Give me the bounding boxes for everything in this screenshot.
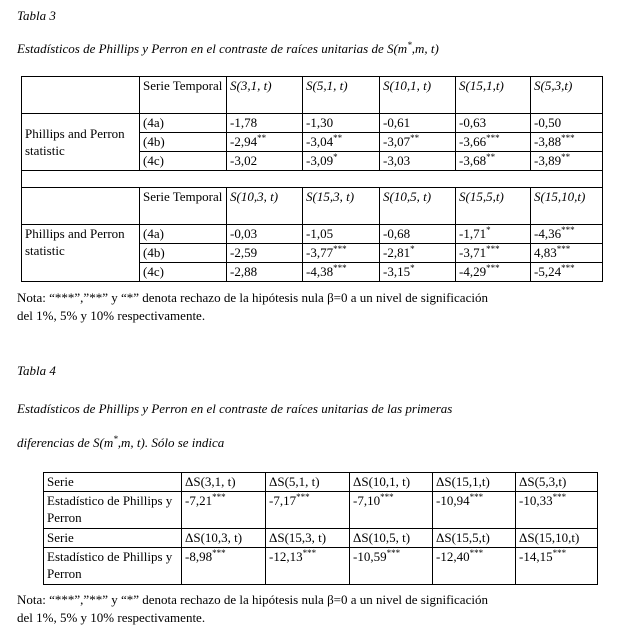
table4-col-header: ΔS(15,3, t) bbox=[266, 529, 350, 548]
significance-mark: *** bbox=[469, 492, 484, 502]
table-cell bbox=[433, 492, 516, 529]
table3-col-header: S(10,5, t) bbox=[380, 188, 456, 225]
table4-caption-line-2 bbox=[17, 435, 224, 451]
table-cell bbox=[456, 263, 531, 282]
table-row bbox=[22, 225, 603, 244]
model-label: (4b) bbox=[140, 244, 227, 263]
cell-value: -10,59 bbox=[353, 549, 387, 564]
table3-spacer-row bbox=[22, 171, 603, 188]
cell-value: -2,59 bbox=[230, 245, 258, 260]
cell-value: -2,81 bbox=[383, 245, 411, 260]
table3-header-row-1 bbox=[22, 77, 603, 114]
table-cell bbox=[456, 244, 531, 263]
table-cell bbox=[266, 548, 350, 585]
significance-mark: *** bbox=[333, 244, 347, 254]
table3-col-header: S(5,1, t) bbox=[303, 77, 380, 114]
cell-value: -10,94 bbox=[436, 493, 470, 508]
table3-row-label: Phillips and Perron statistic bbox=[22, 225, 140, 282]
cell-value: -3,66 bbox=[459, 134, 487, 149]
cell-value: -0,03 bbox=[230, 226, 258, 241]
table3-series-label: Serie Temporal bbox=[140, 77, 227, 114]
model-label: (4a) bbox=[140, 114, 227, 133]
cell-value: -1,05 bbox=[306, 226, 334, 241]
cell-value: -3,77 bbox=[306, 245, 334, 260]
table3-col-header: S(10,3, t) bbox=[227, 188, 303, 225]
significance-mark: *** bbox=[486, 263, 500, 273]
table-cell bbox=[516, 548, 598, 585]
significance-mark: *** bbox=[561, 263, 575, 273]
cell-value: -5,24 bbox=[534, 264, 562, 279]
cell-value: -3,88 bbox=[534, 134, 562, 149]
table-cell bbox=[303, 225, 380, 244]
table4-col-header: ΔS(15,5,t) bbox=[433, 529, 516, 548]
table3-col-header: S(5,3,t) bbox=[531, 77, 603, 114]
table4-caption-pre: diferencias de S(m bbox=[17, 435, 114, 450]
cell-value: -3,09 bbox=[306, 153, 334, 168]
cell-value: -7,10 bbox=[353, 493, 381, 508]
table3-row-label: Phillips and Perron statistic bbox=[22, 114, 140, 171]
cell-value: -14,15 bbox=[519, 549, 553, 564]
table3-label: Tabla 3 bbox=[17, 8, 56, 23]
significance-mark: * bbox=[410, 263, 415, 273]
cell-value: -3,68 bbox=[459, 153, 487, 168]
table4-series-label: Serie bbox=[44, 473, 182, 492]
table-row bbox=[44, 548, 598, 585]
cell-value: -0,61 bbox=[383, 115, 411, 130]
table-cell bbox=[303, 114, 380, 133]
model-label: (4c) bbox=[140, 152, 227, 171]
table4 bbox=[43, 472, 598, 585]
cell-value: -3,03 bbox=[383, 153, 411, 168]
cell-value: -3,07 bbox=[383, 134, 411, 149]
spacer-cell bbox=[22, 171, 603, 188]
table-cell bbox=[227, 133, 303, 152]
table3-col-header: S(15,3, t) bbox=[303, 188, 380, 225]
table3-caption-pre: Estadísticos de Phillips y Perron en el contraste de raíces unitarias de S(m bbox=[17, 41, 408, 56]
table4-series-label: Serie bbox=[44, 529, 182, 548]
table-cell bbox=[380, 263, 456, 282]
table4-col-header: ΔS(5,3,t) bbox=[516, 473, 598, 492]
table-cell bbox=[350, 492, 433, 529]
table-cell bbox=[456, 114, 531, 133]
table-cell bbox=[531, 244, 603, 263]
table3-col-header: S(15,1,t) bbox=[456, 77, 531, 114]
significance-mark: *** bbox=[333, 263, 347, 273]
cell-value: -12,13 bbox=[269, 549, 303, 564]
table4-note-line-1: Nota: “***”,”**” y “*” denota rechazo de la hipótesis nula β=0 a un nivel de significación bbox=[17, 592, 488, 607]
cell-value: 4,83 bbox=[534, 245, 557, 260]
table3-col-header: S(15,5,t) bbox=[456, 188, 531, 225]
cell-value: -0,68 bbox=[383, 226, 411, 241]
cell-value: -3,02 bbox=[230, 153, 258, 168]
significance-mark: ** bbox=[561, 152, 571, 162]
table3-note-line-1: Nota: “***”,”**” y “*” denota rechazo de la hipótesis nula β=0 a un nivel de significación bbox=[17, 290, 488, 305]
significance-mark: *** bbox=[552, 492, 567, 502]
cell-value: -12,40 bbox=[436, 549, 470, 564]
table-cell bbox=[182, 492, 266, 529]
cell-value: -2,88 bbox=[230, 264, 258, 279]
table4-col-header: ΔS(10,3, t) bbox=[182, 529, 266, 548]
table-cell bbox=[303, 152, 380, 171]
table3-note bbox=[17, 289, 617, 325]
table3-col-header: S(10,1, t) bbox=[380, 77, 456, 114]
table4-col-header: ΔS(15,1,t) bbox=[433, 473, 516, 492]
table3-note-line-2: del 1%, 5% y 10% respectivamente. bbox=[17, 308, 206, 323]
table4-header-row-2 bbox=[44, 529, 598, 548]
significance-mark: *** bbox=[561, 225, 575, 235]
significance-mark: ** bbox=[333, 133, 343, 143]
table4-col-header: ΔS(5,1, t) bbox=[266, 473, 350, 492]
table3-series-label: Serie Temporal bbox=[140, 188, 227, 225]
table-row bbox=[22, 114, 603, 133]
significance-mark: ** bbox=[410, 133, 420, 143]
cell-value: -7,21 bbox=[185, 493, 213, 508]
table-cell bbox=[227, 152, 303, 171]
cell-value: -4,29 bbox=[459, 264, 487, 279]
table-cell bbox=[380, 225, 456, 244]
table3-col-header: S(15,10,t) bbox=[531, 188, 603, 225]
table4-note-line-2: del 1%, 5% y 10% respectivamente. bbox=[17, 610, 206, 625]
significance-mark: ** bbox=[486, 152, 496, 162]
significance-mark: *** bbox=[556, 244, 571, 254]
table-cell bbox=[350, 548, 433, 585]
table-cell bbox=[433, 548, 516, 585]
table-cell bbox=[516, 492, 598, 529]
significance-mark: * bbox=[333, 152, 338, 162]
cell-value: -10,33 bbox=[519, 493, 553, 508]
table-cell bbox=[531, 152, 603, 171]
cell-value: -3,89 bbox=[534, 153, 562, 168]
table3 bbox=[21, 76, 603, 282]
significance-mark: *** bbox=[469, 548, 484, 558]
model-label: (4c) bbox=[140, 263, 227, 282]
model-label: (4b) bbox=[140, 133, 227, 152]
table-row bbox=[44, 492, 598, 529]
significance-mark: *** bbox=[296, 492, 310, 502]
cell-value: -4,36 bbox=[534, 226, 562, 241]
cell-value: -8,98 bbox=[185, 549, 213, 564]
table-cell bbox=[182, 548, 266, 585]
table-cell bbox=[380, 114, 456, 133]
table4-note bbox=[17, 591, 617, 627]
significance-mark: *** bbox=[561, 133, 575, 143]
table4-col-header: ΔS(10,1, t) bbox=[350, 473, 433, 492]
cell-value: -3,71 bbox=[459, 245, 487, 260]
significance-mark: *** bbox=[486, 133, 500, 143]
table-cell bbox=[227, 225, 303, 244]
significance-mark: ** bbox=[257, 133, 267, 143]
table4-header-row-1 bbox=[44, 473, 598, 492]
table4-col-header: ΔS(10,5, t) bbox=[350, 529, 433, 548]
cell-value: -2,94 bbox=[230, 134, 258, 149]
cell-value: -0,63 bbox=[459, 115, 487, 130]
table3-header-row-2 bbox=[22, 188, 603, 225]
table4-caption-sup: * bbox=[113, 434, 118, 444]
cell-value: -1,71 bbox=[459, 226, 487, 241]
table4-caption-line-1: Estadísticos de Phillips y Perron en el contraste de raíces unitarias de las primeras bbox=[17, 401, 453, 416]
cell-value: -3,15 bbox=[383, 264, 411, 279]
cell-value: -3,04 bbox=[306, 134, 334, 149]
table-cell bbox=[266, 492, 350, 529]
table4-caption-post: ,m, t). Sólo se indica bbox=[117, 435, 225, 450]
table3-corner-cell bbox=[22, 77, 140, 114]
significance-mark: *** bbox=[302, 548, 317, 558]
significance-mark: *** bbox=[386, 548, 401, 558]
table-cell bbox=[380, 133, 456, 152]
table-cell bbox=[303, 263, 380, 282]
cell-value: -4,38 bbox=[306, 264, 334, 279]
significance-mark: *** bbox=[552, 548, 567, 558]
table4-row-label: Estadístico de Phillips y Perron bbox=[44, 548, 182, 585]
table4-col-header: ΔS(15,10,t) bbox=[516, 529, 598, 548]
cell-value: -7,17 bbox=[269, 493, 297, 508]
table-cell bbox=[227, 263, 303, 282]
model-label: (4a) bbox=[140, 225, 227, 244]
table-cell bbox=[531, 133, 603, 152]
table3-caption-post: ,m, t) bbox=[411, 41, 439, 56]
significance-mark: *** bbox=[486, 244, 500, 254]
table-cell bbox=[456, 152, 531, 171]
table-cell bbox=[303, 244, 380, 263]
cell-value: -1,30 bbox=[306, 115, 334, 130]
table-cell bbox=[380, 244, 456, 263]
significance-mark: *** bbox=[380, 492, 394, 502]
significance-mark: * bbox=[410, 244, 415, 254]
cell-value: -1,78 bbox=[230, 115, 258, 130]
table-cell bbox=[303, 133, 380, 152]
table3-corner-cell bbox=[22, 188, 140, 225]
table-cell bbox=[456, 225, 531, 244]
significance-mark: * bbox=[486, 225, 491, 235]
table3-col-header: S(3,1, t) bbox=[227, 77, 303, 114]
table-cell bbox=[227, 244, 303, 263]
table-cell bbox=[456, 133, 531, 152]
table4-label: Tabla 4 bbox=[17, 363, 56, 378]
cell-value: -0,50 bbox=[534, 115, 562, 130]
table3-caption bbox=[17, 41, 439, 57]
table3-caption-sup: * bbox=[407, 40, 412, 50]
table-cell bbox=[531, 225, 603, 244]
table4-row-label: Estadístico de Phillips y Perron bbox=[44, 492, 182, 529]
table-cell bbox=[380, 152, 456, 171]
significance-mark: *** bbox=[212, 492, 226, 502]
table-cell bbox=[531, 114, 603, 133]
table-cell bbox=[531, 263, 603, 282]
table4-col-header: ΔS(3,1, t) bbox=[182, 473, 266, 492]
significance-mark: *** bbox=[212, 548, 226, 558]
table-cell bbox=[227, 114, 303, 133]
